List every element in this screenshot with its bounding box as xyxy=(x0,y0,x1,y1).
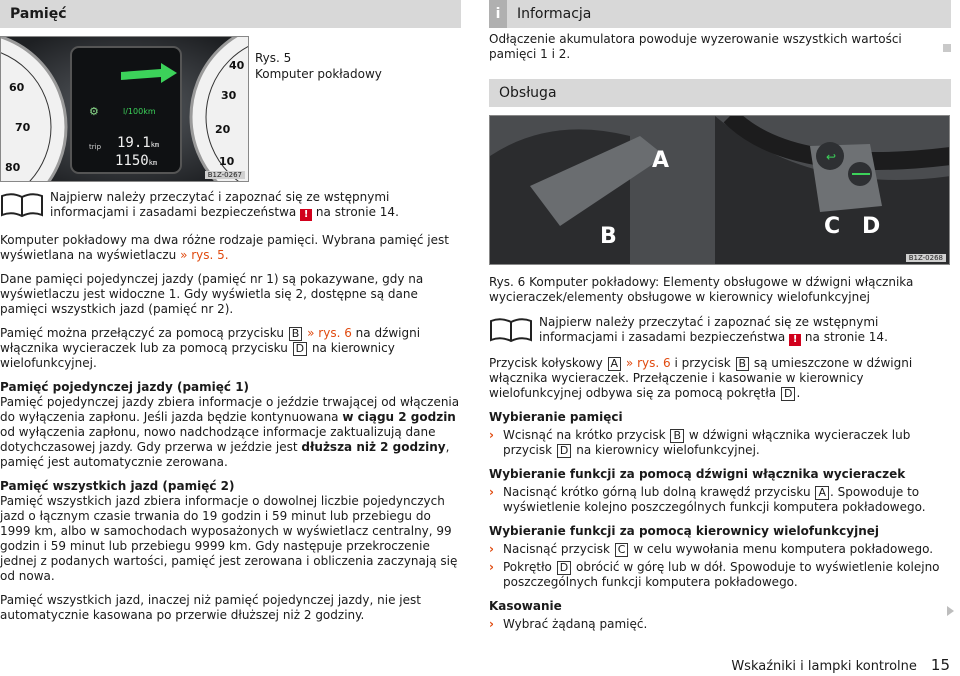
page-footer xyxy=(731,656,950,674)
rocker-text-b: i przycisk xyxy=(674,356,731,370)
display-km1-unit: km xyxy=(150,141,160,149)
gauge-tick-80: 80 xyxy=(5,161,21,174)
paragraph-memory-switch xyxy=(0,326,461,371)
section-end-mark xyxy=(943,44,951,52)
rocker-text-d: . xyxy=(796,386,801,400)
safety-note-body: Najpierw należy przeczytać i zapoznać się ze wstępnymi informacjami i zasadami bezpieczeństwa xyxy=(50,190,390,219)
heading-all-trips: Pamięć wszystkich jazd (pamięć 2) xyxy=(0,479,235,493)
key-a-label: A xyxy=(815,486,829,500)
paragraph-all-trips xyxy=(0,479,461,584)
display-consumption-unit: l/100km xyxy=(123,107,156,116)
link-figure-5[interactable]: » rys. 5. xyxy=(180,248,229,262)
figure-6-code: B1Z-0268 xyxy=(906,254,946,262)
key-d-label: D xyxy=(557,561,571,575)
figure-6-label-b: B xyxy=(600,224,617,249)
bullet-wheel-button-c xyxy=(489,542,951,557)
single-trip-text-c: , pamięć jest automatycznie zerowana. xyxy=(0,440,450,469)
all-trips-text: Pamięć wszystkich jazd zbiera informacje o dowolnej liczbie pojedynczych jazd o łącznym czasie trwania do 19 godzin i 59 minut lub przebiegu do 1999 km, albo w samochodach wyposażonych w wyświetlacz centralny, 99 godzin i 59 minut lub przebiegu 9999 km. Gdy następuje przekroczenie jednej z podanych wartości, pamięć jest zerowana i obliczenia zaczynają się od nowa. xyxy=(0,494,458,583)
figure-5-code: B1Z-0267 xyxy=(205,171,245,179)
figure-6-label-c: C xyxy=(824,214,841,239)
paragraph-switch-text-a: Pamięć można przełączyć za pomocą przycisku xyxy=(0,326,284,340)
figure-5-caption xyxy=(249,36,382,182)
display-km2: 1150 xyxy=(115,153,149,169)
heading-lever-functions: Wybieranie funkcji za pomocą dźwigni włącznika wycieraczek xyxy=(489,467,906,481)
wheel-d-text-a: Pokrętło xyxy=(503,560,552,574)
display-km1: 19.1 xyxy=(117,135,151,151)
select-text-b: w dźwigni włącznika wycieraczek lub przycisk xyxy=(503,428,911,457)
info-header xyxy=(489,0,951,28)
key-d-label: D xyxy=(557,444,571,458)
chevron-right-icon: › xyxy=(489,542,494,556)
single-trip-text-a: Pamięć pojedynczej jazdy zbiera informacje o jeździe trwającej od włączenia do wyłączenia zapłonu. Jeśli jazda będzie kontynuowana xyxy=(0,395,460,424)
heading-single-trip: Pamięć pojedynczej jazdy (pamięć 1) xyxy=(0,380,250,394)
bullet-wheel-knob-d xyxy=(489,560,951,590)
section-title-memory: Pamięć xyxy=(0,0,461,28)
paragraph-switch-text-c: na kierownicy wielofunkcyjnej. xyxy=(0,341,395,370)
select-text-c: na kierownicy wielofunkcyjnej. xyxy=(576,443,760,457)
chevron-right-icon: › xyxy=(489,485,494,499)
open-book-icon xyxy=(489,315,533,343)
gauge-tick-70: 70 xyxy=(15,121,31,134)
info-body: Odłączenie akumulatora powoduje wyzerowanie wszystkich wartości pamięci 1 i 2. xyxy=(489,32,902,61)
right-column xyxy=(489,0,951,632)
figure-6-caption-ref: Rys. 6 xyxy=(489,275,526,289)
figure-6-label-d: D xyxy=(862,214,881,239)
info-icon: i xyxy=(489,0,507,28)
key-d-label: D xyxy=(781,387,795,401)
paragraph-memory-types xyxy=(0,233,461,263)
safety-note-left xyxy=(0,190,461,221)
figure-5-caption-ref: Rys. 5 xyxy=(255,51,292,65)
single-trip-bold-2: dłuższa niż 2 godziny xyxy=(301,440,446,454)
bullet-wheel-d-text xyxy=(503,560,951,590)
continue-arrow-icon xyxy=(947,606,954,616)
page-number: 15 xyxy=(930,656,950,674)
safety-note-right xyxy=(489,315,951,346)
left-column xyxy=(0,0,461,623)
figure-6-label-a: A xyxy=(652,148,670,173)
footer-chapter-title: Wskaźniki i lampki kontrolne xyxy=(731,659,917,674)
lever-text-b: . Spowoduje to wyświetlenie kolejno poszczególnych funkcji komputera pokładowego. xyxy=(503,485,926,514)
link-figure-6[interactable]: » rys. 6 xyxy=(307,326,352,340)
figure-6-caption xyxy=(489,275,951,305)
paragraph-all-trips-reset: Pamięć wszystkich jazd, inaczej niż pamięć pojedynczej jazdy, nie jest automatycznie kasowana po przerwie dłuższej niż 2 godziny. xyxy=(0,593,421,622)
bullet-wheel-c-text xyxy=(503,542,933,557)
display-km-value-1 xyxy=(117,135,159,151)
info-text xyxy=(489,32,951,62)
warning-icon: ! xyxy=(789,334,801,346)
display-km-value-2 xyxy=(115,153,157,169)
safety-note-ref[interactable]: na stronie 14. xyxy=(804,330,888,344)
key-a-label: A xyxy=(608,357,622,371)
wheel-d-text-b: obrócić w górę lub w dół. Spowoduje to wyświetlenie kolejno poszczególnych funkcji komputera pokładowego. xyxy=(503,560,940,589)
chevron-right-icon: › xyxy=(489,617,494,631)
wheel-c-text-a: Nacisnąć przycisk xyxy=(503,542,610,556)
warning-icon: ! xyxy=(300,209,312,221)
bullet-select-memory-text xyxy=(503,428,951,458)
select-text-a: Wcisnąć na krótko przycisk xyxy=(503,428,666,442)
svg-text:⚙: ⚙ xyxy=(89,105,99,118)
gauge-tick-30: 30 xyxy=(221,89,237,102)
paragraph-memory-display: Dane pamięci pojedynczej jazdy (pamięć nr 1) są pokazywane, gdy na wyświetlaczu jest widoczne 1. Gdy wyświetla się 2, dostępne są dane pamięci wszystkich jazd (pamięć nr 2). xyxy=(0,272,424,316)
steering-wheel-illustration xyxy=(490,116,950,265)
heading-delete: Kasowanie xyxy=(489,599,562,613)
rocker-text-c: są umieszczone w dźwigni włącznika wycieraczek. Przełączenie i kasowanie w kierownicy wielofunkcyjnej odbywa się za pomocą pokrętła xyxy=(489,356,913,400)
safety-note-body: Najpierw należy przeczytać i zapoznać się ze wstępnymi informacjami i zasadami bezpieczeństwa xyxy=(539,315,879,344)
bullet-lever-text xyxy=(503,485,951,515)
figure-5-caption-text: Komputer pokładowy xyxy=(255,67,382,81)
paragraph-rocker-button xyxy=(489,356,951,401)
figure-6-steering-wheel xyxy=(489,115,950,265)
figure-5-row xyxy=(0,36,461,182)
open-book-icon xyxy=(0,190,44,218)
key-d-label: D xyxy=(293,342,307,356)
figure-5-dashboard xyxy=(0,36,249,182)
single-trip-bold-1: w ciągu 2 godzin xyxy=(342,410,456,424)
key-b-label: B xyxy=(736,357,750,371)
wheel-c-text-b: w celu wywołania menu komputera pokładowego. xyxy=(633,542,934,556)
gauge-tick-10: 10 xyxy=(219,155,235,168)
bullet-delete-text: Wybrać żądaną pamięć. xyxy=(503,617,648,631)
link-figure-6[interactable]: » rys. 6 xyxy=(625,356,671,370)
safety-note-ref[interactable]: na stronie 14. xyxy=(315,205,399,219)
chevron-right-icon: › xyxy=(489,428,494,442)
rocker-text-a: Przycisk kołyskowy xyxy=(489,356,603,370)
heading-select-memory: Wybieranie pamięci xyxy=(489,410,623,424)
paragraph-memory-types-text: Komputer pokładowy ma dwa różne rodzaje pamięci. Wybrana pamięć jest wyświetlana na wyświetlaczu xyxy=(0,233,449,262)
display-trip-label: trip xyxy=(89,143,102,151)
heading-wheel-functions: Wybieranie funkcji za pomocą kierownicy wielofunkcyjnej xyxy=(489,524,879,538)
gauge-tick-60: 60 xyxy=(9,81,25,94)
svg-text:↩: ↩ xyxy=(826,150,837,164)
safety-note-text xyxy=(539,315,951,346)
gauge-tick-40: 40 xyxy=(229,59,245,72)
paragraph-switch-text-b: na dźwigni włącznika wycieraczek lub za pomocą przycisku xyxy=(0,326,421,355)
chevron-right-icon: › xyxy=(489,560,494,574)
bullet-delete xyxy=(489,617,951,632)
bullet-lever-functions xyxy=(489,485,951,515)
bullet-select-memory xyxy=(489,428,951,458)
safety-note-text xyxy=(50,190,461,221)
key-b-label: B xyxy=(289,327,303,341)
figure-6-caption-text: Komputer pokładowy: Elementy obsługowe w dźwigni włącznika wycieraczek/elementy obsługowe w kierownicy wielofunkcyjnej xyxy=(489,275,914,304)
key-b-label: B xyxy=(670,429,684,443)
lever-text-a: Nacisnąć krótko górną lub dolną krawędź przycisku xyxy=(503,485,811,499)
single-trip-text-b: od wyłączenia zapłonu, nowo nadchodzące informacje zaktualizują dane dotychczasowej jazdy. Gdy przerwa w jeździe jest xyxy=(0,425,436,454)
gauge-tick-20: 20 xyxy=(215,123,231,136)
info-title: Informacja xyxy=(517,6,592,22)
section-title-operation: Obsługa xyxy=(489,79,951,107)
display-km2-unit: km xyxy=(148,159,158,167)
key-c-label: C xyxy=(615,543,629,557)
paragraph-single-trip xyxy=(0,380,461,470)
